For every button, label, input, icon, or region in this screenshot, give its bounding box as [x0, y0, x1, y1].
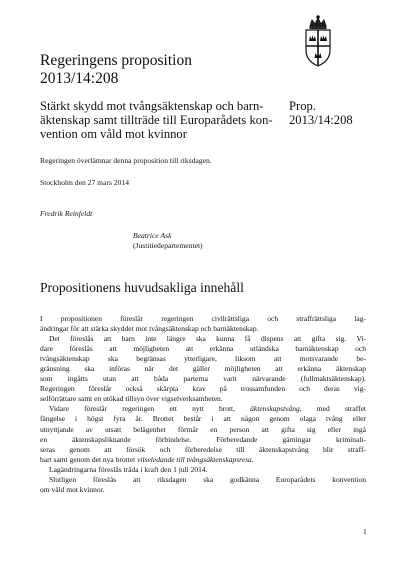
place-date: Stockholm den 27 mars 2014 [40, 178, 130, 187]
text-line: Det föreslås att barn inte längre ska kunna få dispens att gifta sig. Vi- [49, 334, 366, 344]
text-line: om våld mot kvinnor. [40, 484, 105, 494]
paragraph-3 [40, 404, 366, 464]
swedish-royal-crest-icon [297, 14, 339, 70]
prop-number: 2013/14:208 [289, 113, 353, 127]
text-line: en äktenskapsliknande förbindelse. Förberedande gärningar kriminali- [40, 434, 366, 444]
text-segment: bart samt genom det nya brottet [40, 454, 138, 464]
page-number: 1 [363, 527, 367, 536]
paragraph-1 [40, 314, 366, 334]
text-line: dare föreslås att möjligheten att erkänna utländska barnäktenskap och [40, 344, 366, 354]
submission-text: Regeringen överlämnar denna proposition till riksdagen. [40, 156, 212, 165]
text-line: Regeringen föreslår också skärpta krav på trossamfunden och deras vig- [40, 384, 366, 394]
paragraph-5 [40, 475, 366, 495]
paragraph-2 [40, 334, 366, 404]
text-line [40, 404, 366, 414]
secondary-signatory-department: (Justitiedepartementet) [133, 241, 203, 250]
section-heading: Propositionens huvudsakliga innehåll [40, 280, 244, 295]
title-line-1: Regeringens proposition [40, 52, 192, 69]
title-line-2: 2013/14:208 [40, 70, 119, 87]
text-line: I propositionen föreslår regeringen civilrättsliga och straffrättsliga lag- [40, 314, 366, 323]
text-line: som ingåtts utan att båda parterna varit närvarande (fullmaktsäktenskap). [40, 374, 366, 384]
text-segment: Vidare föreslår regeringen ett nytt brott, [49, 404, 251, 414]
emphasized-term: äktenskapstvång [250, 404, 300, 414]
text-line: gränsning ska införas när det gäller möjligheten att erkänna äktenskap [40, 364, 366, 374]
summary-body [40, 314, 366, 495]
text-line: fängelse i högst fyra år. Brottet består i att någon genom olaga tvång eller [40, 414, 366, 424]
text-line: Slutligen föreslås att riksdagen ska godkänna Europarådets konvention [49, 474, 366, 484]
text-segment: , med straffet [299, 404, 366, 414]
text-line: tvångsäktenskap ska begränsas ytterligare, liksom att motsvarande be- [40, 354, 366, 364]
secondary-signatory-name: Beatrice Ask [133, 231, 172, 240]
text-line: ändringar för att stärka skyddet mot tvångsäktenskap och barnäktenskap. [40, 324, 259, 334]
text-line: selförrättare samt en utökad tillsyn över vigselverksamheten. [40, 394, 223, 404]
text-line: utnyttjande av utsatt belägenhet förmår en person att gifta sig eller ingå [40, 424, 366, 434]
text-line: Lagändringarna föreslås träda i kraft den 1 juli 2014. [49, 464, 208, 474]
secondary-signatory [133, 231, 203, 251]
text-segment: . [251, 454, 254, 464]
proposition-reference [289, 99, 353, 127]
subtitle-line-2: äktenskap samt tillträde till Europarådets kon- [40, 113, 273, 127]
emphasized-term: vilseledande till tvångsäktenskapsresa [137, 454, 252, 464]
text-line [40, 455, 366, 465]
prop-label: Prop. [289, 99, 316, 113]
text-line: seras genom att försök och förberedelse till äktenskapstvång blir straff- [40, 444, 366, 454]
proposition-subtitle [40, 99, 280, 141]
document-title [40, 52, 192, 88]
paragraph-4 [40, 465, 366, 475]
subtitle-line-1: Stärkt skydd mot tvångsäktenskap och barn- [40, 99, 264, 113]
subtitle-line-3: vention om våld mot kvinnor [40, 127, 187, 141]
primary-signatory: Fredrik Reinfeldt [40, 209, 93, 218]
